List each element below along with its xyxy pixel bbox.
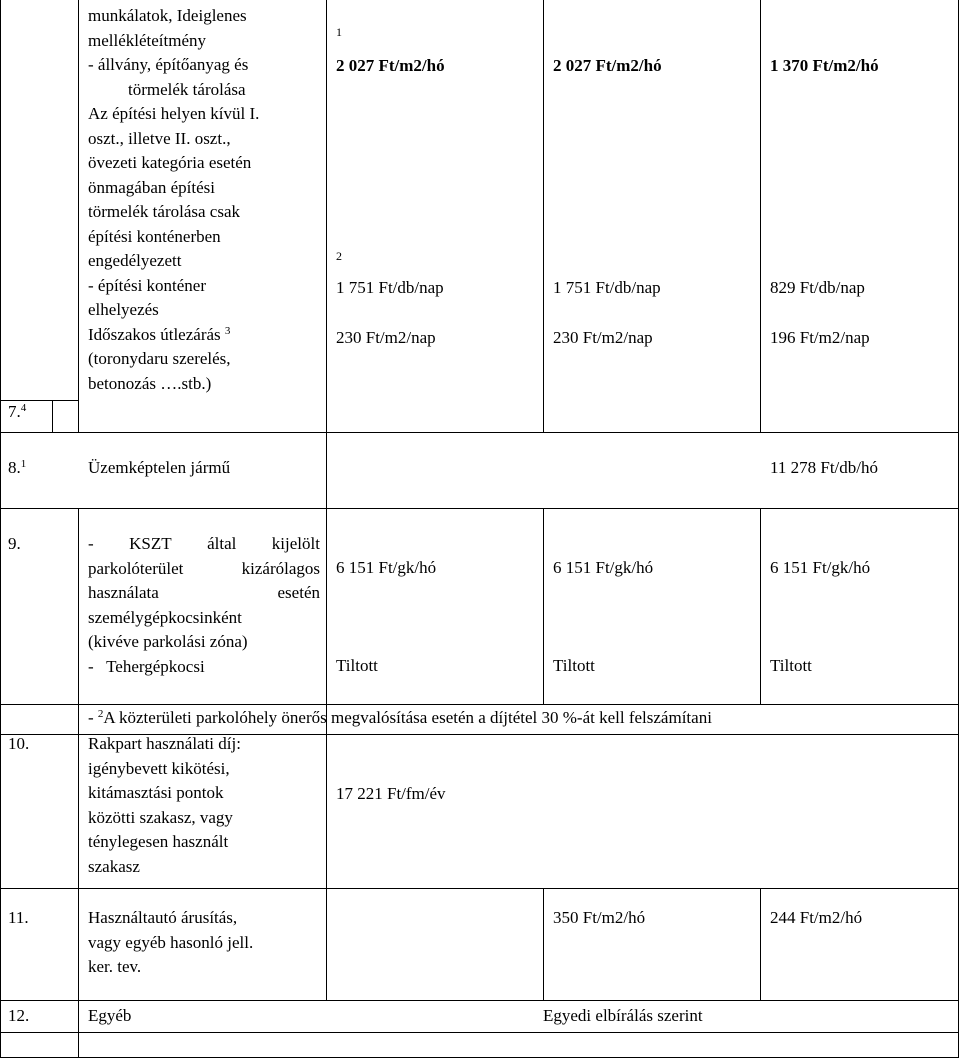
value-cell: 1 751 Ft/db/nap: [553, 278, 661, 297]
desc-line: Használtautó árusítás,: [88, 908, 238, 927]
desc-line: közötti szakasz, vagy: [88, 807, 233, 827]
value-cell: Tiltott: [553, 656, 595, 675]
desc-line: ténylegesen használt: [88, 832, 229, 851]
value-cell: 1 751 Ft/db/nap: [336, 278, 444, 297]
grid-line: [760, 888, 761, 1000]
value-cell: 829 Ft/db/nap: [770, 278, 865, 297]
grid-line: [958, 0, 959, 1058]
grid-line: [543, 0, 544, 432]
desc-line: (kivéve parkolási zóna): [88, 632, 248, 651]
desc-word: használata: [88, 583, 159, 602]
row-number-text: 7.: [8, 402, 21, 421]
desc-line: [88, 557, 320, 582]
desc-line: (toronydaru szerelés,: [88, 349, 231, 368]
grid-line: [326, 0, 327, 1000]
desc-line: építési konténerben: [88, 226, 221, 246]
footnote-marker: 1: [20, 458, 27, 470]
desc-text: Időszakos útlezárás: [88, 324, 221, 344]
grid-line: [78, 508, 79, 1058]
value-cell: 244 Ft/m2/hó: [770, 908, 863, 927]
row-description: [88, 906, 253, 980]
desc-word: esetén: [277, 583, 320, 602]
value-cell: 350 Ft/m2/hó: [553, 908, 646, 927]
value-cell: 230 Ft/m2/nap: [553, 328, 653, 347]
note-text: A közterületi parkolóhely önerős megvalósítása esetén a díjtétel 30 %-át kell felszámítani: [103, 708, 712, 727]
desc-word: kizárólagos: [241, 558, 320, 578]
row-number: [8, 456, 26, 481]
grid-line: [760, 0, 761, 432]
desc-line: elhelyezés: [88, 300, 159, 319]
value-cell: 2 027 Ft/m2/hó: [336, 56, 445, 75]
desc-line: önmagában építési: [88, 177, 215, 197]
desc-line: - Tehergépkocsi: [88, 656, 205, 676]
desc-line: [88, 323, 259, 348]
desc-line: - építési konténer: [88, 275, 207, 295]
row-number: 10.: [8, 734, 30, 753]
desc-line: törmelék tárolása: [128, 79, 246, 99]
value-cell: Egyedi elbírálás szerint: [543, 1006, 703, 1025]
grid-line: [0, 704, 959, 705]
desc-line: övezeti kategória esetén: [88, 153, 252, 172]
row-label: Üzemképtelen jármű: [88, 458, 231, 477]
desc-line: szakasz: [88, 856, 140, 876]
grid-line: [78, 0, 79, 432]
row-description: [88, 732, 241, 879]
note-prefix: -: [88, 708, 98, 727]
desc-line: ker. tev.: [88, 957, 142, 976]
grid-line: [0, 508, 959, 509]
desc-line: Rakpart használati díj:: [88, 734, 241, 753]
grid-line: [52, 400, 53, 432]
value-cell: 6 151 Ft/gk/hó: [553, 558, 654, 577]
footnote-marker: 2: [97, 708, 104, 720]
value-cell: 11 278 Ft/db/hó: [770, 458, 878, 477]
row-description: [88, 532, 320, 679]
grid-line: [760, 508, 761, 704]
desc-line: engedélyezett: [88, 251, 182, 270]
grid-line: [543, 508, 544, 704]
row-label: Egyéb: [88, 1006, 132, 1025]
row-number: 11.: [8, 908, 29, 927]
value-cell: 230 Ft/m2/nap: [336, 328, 436, 347]
desc-line: törmelék tárolása csak: [88, 202, 240, 221]
value-cell: 6 151 Ft/gk/hó: [336, 558, 437, 577]
desc-line: munkálatok, Ideiglenes: [88, 6, 247, 25]
footnote-marker: 4: [20, 402, 27, 414]
desc-word: kijelölt: [271, 534, 320, 553]
grid-line: [0, 432, 959, 433]
footnote-marker: 3: [224, 324, 231, 337]
desc-line: személygépkocsinként: [88, 607, 242, 627]
parking-note: [88, 706, 712, 731]
grid-line: [0, 888, 959, 889]
value-cell: 17 221 Ft/fm/év: [336, 784, 446, 803]
desc-line: kitámasztási pontok: [88, 783, 224, 802]
desc-line: - állvány, építőanyag és: [88, 55, 249, 74]
row-description: [88, 4, 259, 396]
row-number: 12.: [8, 1006, 30, 1025]
desc-line: igénybevett kikötési,: [88, 758, 230, 778]
grid-line: [0, 0, 1, 1058]
grid-line: [0, 1032, 959, 1033]
desc-line: [88, 532, 320, 557]
desc-line: [88, 581, 320, 606]
value-cell: Tiltott: [336, 656, 378, 675]
row-number: 9.: [8, 534, 21, 553]
footnote-marker: 2: [336, 249, 342, 263]
value-cell: 6 151 Ft/gk/hó: [770, 558, 871, 577]
desc-line: mellékléteítmény: [88, 30, 207, 50]
grid-line: [543, 888, 544, 1000]
value-cell: 1 370 Ft/m2/hó: [770, 56, 879, 75]
row-number: [8, 400, 26, 425]
desc-line: oszt., illetve II. oszt.,: [88, 128, 231, 148]
value-cell: 196 Ft/m2/nap: [770, 328, 870, 347]
desc-line: Az építési helyen kívül I.: [88, 104, 260, 123]
grid-line: [0, 1000, 959, 1001]
desc-word: parkolóterület: [88, 558, 184, 578]
desc-line: vagy egyéb hasonló jell.: [88, 932, 254, 952]
value-cell: Tiltott: [770, 656, 812, 675]
row-number-text: 8.: [8, 458, 21, 477]
desc-word: által: [207, 534, 237, 553]
value-cell: 2 027 Ft/m2/hó: [553, 56, 662, 75]
desc-word: KSZT: [129, 534, 172, 553]
desc-line: betonozás ….stb.): [88, 373, 212, 393]
footnote-marker: 1: [336, 25, 342, 39]
desc-word: -: [88, 534, 94, 553]
